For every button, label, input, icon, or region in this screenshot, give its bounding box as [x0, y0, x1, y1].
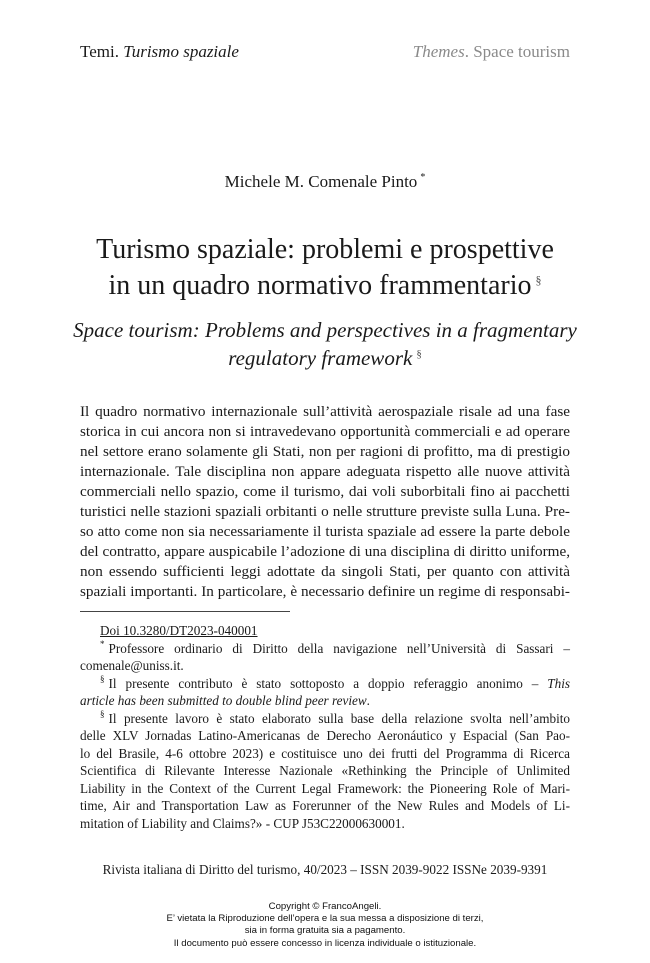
running-header — [80, 42, 570, 66]
footnote-mark: § — [100, 709, 105, 720]
footnote-separator — [80, 611, 290, 612]
footnote-author-text: Professore ordinario di Diritto della navigazione nell’Università di Sassari – — [108, 640, 570, 656]
footnote-project-line: mitation of Liability and Claims?» - CUP J53C22000630001. — [80, 815, 405, 831]
title-it-line-2 — [60, 268, 590, 304]
title-en-line: Space tourism: Problems and perspectives in a fragmentary — [73, 318, 577, 342]
footnote-review-italic: This — [547, 675, 570, 691]
abstract-line: non essendo sufficienti leggi adottate da singoli Stati, per quanto con attività — [80, 563, 570, 580]
abstract-line: Il quadro normativo internazionale sull’attività aerospaziale risale ad una fase — [80, 403, 570, 420]
abstract-line: storica in cui ancora non si intravedevano opportunità commerciali e ad operare — [80, 423, 570, 440]
footnote-project-line: lo del Brasile, 4-6 ottobre 2023) e costituisce uno dei frutti del Programma di Ricerca — [80, 745, 570, 761]
copyright-line: E’ vietata la Riproduzione dell’opera e la sua messa a disposizione di terzi, — [166, 913, 484, 925]
abstract-line: nel settore erano solamente gli Stati, non per ragioni di profitto, ma di prestigio — [80, 443, 570, 460]
copyright-line: sia in forma gratuita sia a pagamento. — [244, 925, 406, 937]
copyright-line: Il documento può essere concesso in licenza individuale o istituzionale. — [173, 937, 477, 949]
footnote-project-line — [100, 710, 570, 728]
article-title-italian — [60, 232, 590, 304]
copyright-notice — [0, 901, 650, 950]
copyright-line: Copyright © FrancoAngeli. — [268, 901, 382, 912]
abstract-paragraph — [80, 402, 570, 602]
title-it-line-2-text: in un quadro normativo frammentario — [108, 270, 532, 301]
article-title-english — [60, 316, 590, 372]
footnote-project-line: Scientifica di Rilevante Interesse Nazionale «Rethinking the Principle of Unlimited — [80, 763, 570, 778]
doi-line — [100, 622, 570, 640]
author-line — [0, 172, 650, 192]
title-en-line-2-text: regulatory framework — [228, 346, 413, 370]
footnote-project-line: Liability in the Context of the Current Legal Framework: the Pioneering Role of Mari- — [80, 780, 570, 796]
abstract-line: del contratto, appare auspicabile l’adozione di una disciplina di diritto uniforme, — [80, 543, 570, 560]
title-it-footnote-mark[interactable]: § — [535, 272, 542, 287]
footnote-author-email[interactable]: comenale@uniss.it. — [80, 658, 184, 673]
footnotes — [80, 622, 570, 832]
footnote-mark: § — [100, 674, 105, 685]
abstract-line: spaziali importanti. In particolare, è necessario definire un regime di responsabi- — [80, 583, 570, 600]
abstract-line: commerciali nello spazio, come il turismo, dai voli suborbitali fino ai pacchetti — [80, 483, 570, 500]
header-section-it — [80, 42, 239, 62]
title-it-line: Turismo spaziale: problemi e prospettive — [96, 234, 554, 265]
doi-link[interactable]: Doi 10.3280/DT2023-040001 — [100, 623, 258, 638]
header-prefix: Temi. — [80, 42, 124, 61]
footnote-review-text: Il presente contributo è stato sottoposto a doppio referaggio anonimo – — [108, 675, 548, 691]
footnote-project-line: time, Air and Transportation Law as Forerunner of the New Rules and Models of Li- — [80, 798, 570, 813]
footnote-project-text: Il presente lavoro è stato elaborato sulla base della relazione svolta nell’ambito — [108, 710, 570, 726]
title-en-line-2 — [60, 344, 590, 372]
footnote-project-line: delle XLV Jornadas Latino-Americanas de Derecho Aeronáutico y Espacial (San Pao- — [80, 728, 570, 743]
header-section-en — [413, 42, 570, 62]
title-en-footnote-mark[interactable]: § — [416, 348, 422, 360]
abstract-line: internazionale. Tale disciplina non appare adeguata rispetto alle nuove attività — [80, 463, 570, 480]
author-footnote-mark[interactable]: * — [420, 172, 426, 184]
footnote-review-period: . — [366, 693, 370, 708]
footnote-review-line — [100, 675, 570, 693]
header-topic-en: . Space tourism — [464, 42, 570, 61]
header-topic-it: Turismo spaziale — [123, 42, 239, 61]
abstract-line: so atto come non sia necessariamente il turista spaziale ad essere la parte debole — [80, 523, 570, 540]
author-name: Michele M. Comenale Pinto — [224, 172, 418, 191]
footnote-review-line-2 — [80, 692, 570, 710]
footnote-review-italic-2: article has been submitted to double blind peer review — [80, 693, 367, 708]
journal-citation: Rivista italiana di Diritto del turismo, 40/2023 – ISSN 2039-9022 ISSNe 2039-9391 — [102, 862, 548, 877]
abstract-line: turistici nelle stazioni spaziali orbitanti o nelle strutture previste sulla Luna. Pre- — [80, 503, 570, 520]
footnote-mark: * — [100, 639, 105, 650]
footnote-author-line — [100, 640, 570, 658]
header-themes: Themes — [412, 42, 465, 61]
